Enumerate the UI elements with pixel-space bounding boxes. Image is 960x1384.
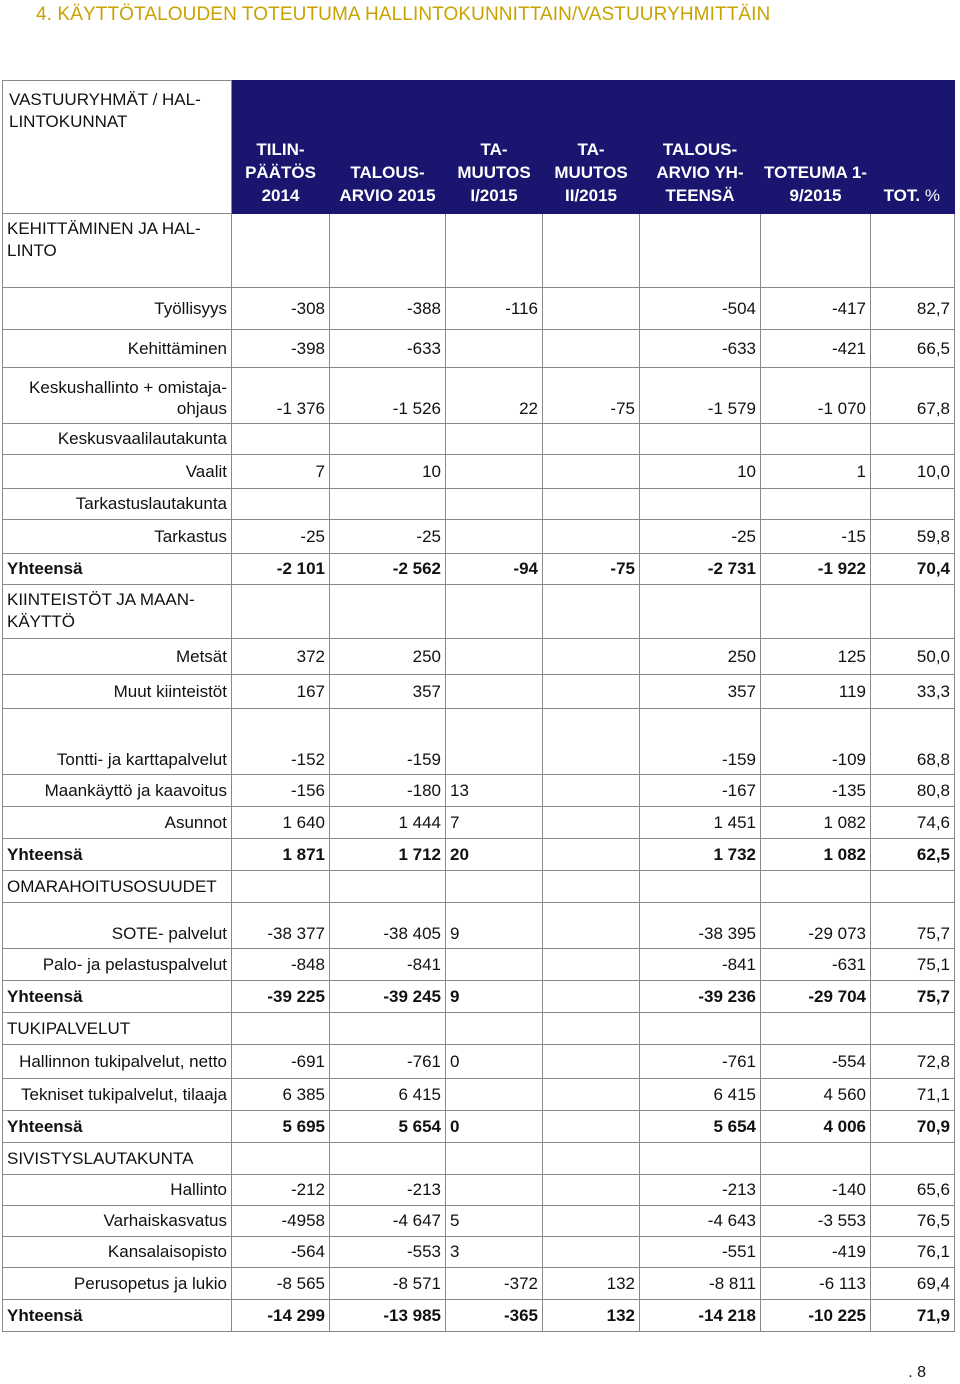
cell: 357: [640, 675, 761, 709]
table-row: [3, 1175, 955, 1206]
header-row: [3, 81, 955, 214]
cell: -135: [761, 775, 871, 807]
cell: [446, 675, 543, 709]
cell: 9: [446, 981, 543, 1013]
cell: [446, 330, 543, 368]
cell: 7: [446, 807, 543, 839]
cell: 67,8: [871, 368, 955, 424]
subhead-tarkastuslautakunta: Tarkastuslautakunta: [3, 489, 232, 520]
row-label: Varhaiskasvatus: [3, 1206, 232, 1237]
cell: 1: [761, 455, 871, 489]
table-row: [3, 520, 955, 554]
cell: 5 654: [330, 1111, 446, 1143]
table-row: [3, 455, 955, 489]
cell: [543, 1237, 640, 1268]
header-tot-label: TOT.: [883, 186, 921, 205]
total-label: Yhteensä: [3, 1111, 232, 1143]
cell: 70,4: [871, 554, 955, 585]
cell: 7: [232, 455, 330, 489]
cell: -14 299: [232, 1300, 330, 1332]
cell: -15: [761, 520, 871, 554]
cell: 10: [330, 455, 446, 489]
cell: -38 377: [232, 903, 330, 949]
row-label: SOTE- palvelut: [3, 903, 232, 949]
cell: -419: [761, 1237, 871, 1268]
section-row: [3, 871, 955, 903]
total-label: Yhteensä: [3, 1300, 232, 1332]
cell: [543, 1045, 640, 1079]
cell: -421: [761, 330, 871, 368]
header-talousarvio-yhteensa: TALOUS-ARVIO YH-TEENSÄ: [640, 81, 761, 214]
cell: -633: [640, 330, 761, 368]
table-row: [3, 903, 955, 949]
cell: -1 070: [761, 368, 871, 424]
cell: 3: [446, 1237, 543, 1268]
cell: [446, 949, 543, 981]
total-label: Yhteensä: [3, 554, 232, 585]
cell: 125: [761, 639, 871, 675]
cell: -761: [330, 1045, 446, 1079]
cell: [543, 775, 640, 807]
row-label: Perusopetus ja lukio: [3, 1268, 232, 1300]
cell: 4 006: [761, 1111, 871, 1143]
table-row: [3, 709, 955, 775]
cell: 5 654: [640, 1111, 761, 1143]
cell: 250: [330, 639, 446, 675]
cell: 66,5: [871, 330, 955, 368]
cell: -38 395: [640, 903, 761, 949]
cell: 0: [446, 1111, 543, 1143]
cell: 1 082: [761, 839, 871, 871]
cell: -4 643: [640, 1206, 761, 1237]
cell: 82,7: [871, 288, 955, 330]
cell: [446, 1175, 543, 1206]
row-label: Metsät: [3, 639, 232, 675]
cell: 132: [543, 1300, 640, 1332]
total-row: [3, 1111, 955, 1143]
cell: -633: [330, 330, 446, 368]
table-row: [3, 1079, 955, 1111]
cell: 20: [446, 839, 543, 871]
total-label: Yhteensä: [3, 981, 232, 1013]
cell: 10,0: [871, 455, 955, 489]
table-row: [3, 1045, 955, 1079]
cell: -308: [232, 288, 330, 330]
cell: -841: [640, 949, 761, 981]
table-row: [3, 368, 955, 424]
total-row: [3, 554, 955, 585]
cell: -39 245: [330, 981, 446, 1013]
section-kiinteistot: KIINTEISTÖT JA MAAN-KÄYTTÖ: [3, 585, 232, 639]
table-row: [3, 775, 955, 807]
cell: -4958: [232, 1206, 330, 1237]
cell: -8 565: [232, 1268, 330, 1300]
total-row: [3, 839, 955, 871]
table-row: [3, 1237, 955, 1268]
cell: -3 553: [761, 1206, 871, 1237]
cell: -2 101: [232, 554, 330, 585]
cell: [543, 807, 640, 839]
table-row: [3, 330, 955, 368]
cell: -39 236: [640, 981, 761, 1013]
table-row: [3, 807, 955, 839]
cell: 50,0: [871, 639, 955, 675]
cell: 33,3: [871, 675, 955, 709]
cell: -10 225: [761, 1300, 871, 1332]
cell: 6 415: [640, 1079, 761, 1111]
cell: -75: [543, 368, 640, 424]
cell: -156: [232, 775, 330, 807]
subhead-row: [3, 424, 955, 455]
row-label: Työllisyys: [3, 288, 232, 330]
cell: -29 704: [761, 981, 871, 1013]
cell: -4 647: [330, 1206, 446, 1237]
header-ta-muutos-1: TA-MUUTOS I/2015: [446, 81, 543, 214]
cell: 6 385: [232, 1079, 330, 1111]
total-row: [3, 1300, 955, 1332]
cell: 132: [543, 1268, 640, 1300]
cell: -8 571: [330, 1268, 446, 1300]
header-talousarvio: TALOUS-ARVIO 2015: [330, 81, 446, 214]
cell: [543, 839, 640, 871]
table-row: [3, 639, 955, 675]
cell: 5: [446, 1206, 543, 1237]
cell: -38 405: [330, 903, 446, 949]
cell: -180: [330, 775, 446, 807]
cell: 74,6: [871, 807, 955, 839]
cell: [543, 1206, 640, 1237]
cell: 4 560: [761, 1079, 871, 1111]
cell: -372: [446, 1268, 543, 1300]
cell: 68,8: [871, 709, 955, 775]
cell: -152: [232, 709, 330, 775]
section-row: [3, 214, 955, 288]
cell: -25: [232, 520, 330, 554]
cell: 1 871: [232, 839, 330, 871]
cell: -25: [330, 520, 446, 554]
row-label: Palo- ja pelastuspalvelut: [3, 949, 232, 981]
cell: [446, 639, 543, 675]
cell: -213: [640, 1175, 761, 1206]
section-sivistyslautakunta: SIVISTYSLAUTAKUNTA: [3, 1143, 232, 1175]
cell: -6 113: [761, 1268, 871, 1300]
row-label: Maankäyttö ja kaavoitus: [3, 775, 232, 807]
cell: -553: [330, 1237, 446, 1268]
cell: [543, 288, 640, 330]
row-label: Tontti- ja karttapalvelut: [3, 709, 232, 775]
row-label: Kehittäminen: [3, 330, 232, 368]
cell: -398: [232, 330, 330, 368]
cell: 65,6: [871, 1175, 955, 1206]
cell: 1 451: [640, 807, 761, 839]
cell: -75: [543, 554, 640, 585]
page-title: 4. KÄYTTÖTALOUDEN TOTEUTUMA HALLINTOKUNNITTAIN/VASTUURYHMITTÄIN: [36, 4, 771, 25]
cell: [446, 520, 543, 554]
cell: -29 073: [761, 903, 871, 949]
section-row: [3, 1013, 955, 1045]
cell: 75,7: [871, 903, 955, 949]
section-kehittaminen: KEHITTÄMINEN JA HAL-LINTO: [3, 214, 232, 288]
header-ta-muutos-2: TA-MUUTOS II/2015: [543, 81, 640, 214]
cell: -848: [232, 949, 330, 981]
cell: -212: [232, 1175, 330, 1206]
cell: 357: [330, 675, 446, 709]
cell: -841: [330, 949, 446, 981]
cell: -159: [330, 709, 446, 775]
subhead-row: [3, 489, 955, 520]
cell: -94: [446, 554, 543, 585]
cell: -564: [232, 1237, 330, 1268]
cell: [446, 1079, 543, 1111]
table-row: [3, 675, 955, 709]
cell: 71,1: [871, 1079, 955, 1111]
cell: 70,9: [871, 1111, 955, 1143]
cell: [543, 455, 640, 489]
cell: -631: [761, 949, 871, 981]
row-label: Hallinnon tukipalvelut, netto: [3, 1045, 232, 1079]
cell: -504: [640, 288, 761, 330]
total-row: [3, 981, 955, 1013]
cell: -39 225: [232, 981, 330, 1013]
cell: [543, 1175, 640, 1206]
cell: 1 444: [330, 807, 446, 839]
cell: 69,4: [871, 1268, 955, 1300]
cell: [543, 639, 640, 675]
cell: -554: [761, 1045, 871, 1079]
cell: 119: [761, 675, 871, 709]
section-row: [3, 585, 955, 639]
cell: 1 082: [761, 807, 871, 839]
cell: 6 415: [330, 1079, 446, 1111]
cell: -1 376: [232, 368, 330, 424]
cell: [543, 709, 640, 775]
cell: -1 526: [330, 368, 446, 424]
section-row: [3, 1143, 955, 1175]
total-label: Yhteensä: [3, 839, 232, 871]
cell: [543, 1079, 640, 1111]
cell: -167: [640, 775, 761, 807]
cell: [446, 455, 543, 489]
cell: -8 811: [640, 1268, 761, 1300]
cell: -109: [761, 709, 871, 775]
cell: 71,9: [871, 1300, 955, 1332]
cell: 9: [446, 903, 543, 949]
cell: -551: [640, 1237, 761, 1268]
cell: 10: [640, 455, 761, 489]
cell: [543, 981, 640, 1013]
cell: -2 562: [330, 554, 446, 585]
cell: -1 922: [761, 554, 871, 585]
cell: 75,7: [871, 981, 955, 1013]
table-row: [3, 949, 955, 981]
row-label: Vaalit: [3, 455, 232, 489]
cell: 76,5: [871, 1206, 955, 1237]
cell: 1 712: [330, 839, 446, 871]
cell: 0: [446, 1045, 543, 1079]
row-label: Keskushallinto + omistaja-ohjaus: [3, 368, 232, 424]
cell: 5 695: [232, 1111, 330, 1143]
cell: -159: [640, 709, 761, 775]
row-label: Asunnot: [3, 807, 232, 839]
cell: -2 731: [640, 554, 761, 585]
cell: 72,8: [871, 1045, 955, 1079]
cell: -116: [446, 288, 543, 330]
row-label: Muut kiinteistöt: [3, 675, 232, 709]
cell: -1 579: [640, 368, 761, 424]
cell: -761: [640, 1045, 761, 1079]
header-toteuma: TOTEUMA 1-9/2015: [761, 81, 871, 214]
cell: 1 732: [640, 839, 761, 871]
section-tukipalvelut: TUKIPALVELUT: [3, 1013, 232, 1045]
cell: 167: [232, 675, 330, 709]
cell: -365: [446, 1300, 543, 1332]
header-tot-percent: [871, 81, 955, 214]
cell: 76,1: [871, 1237, 955, 1268]
header-tilinpaatos: TILIN-PÄÄTÖS 2014: [232, 81, 330, 214]
cell: [543, 520, 640, 554]
row-label: Hallinto: [3, 1175, 232, 1206]
cell: -14 218: [640, 1300, 761, 1332]
header-corner: VASTUURYHMÄT / HAL-LINTOKUNNAT: [3, 81, 232, 214]
cell: 22: [446, 368, 543, 424]
cell: -417: [761, 288, 871, 330]
cell: [446, 709, 543, 775]
cell: 62,5: [871, 839, 955, 871]
cell: -140: [761, 1175, 871, 1206]
cell: 80,8: [871, 775, 955, 807]
row-label: Kansalaisopisto: [3, 1237, 232, 1268]
budget-table: [2, 80, 955, 1332]
table-row: [3, 288, 955, 330]
row-label: Tarkastus: [3, 520, 232, 554]
cell: 13: [446, 775, 543, 807]
cell: -25: [640, 520, 761, 554]
page-number: . 8: [908, 1364, 926, 1381]
cell: -691: [232, 1045, 330, 1079]
cell: [543, 949, 640, 981]
cell: -388: [330, 288, 446, 330]
header-percent-sign: %: [924, 186, 940, 205]
cell: -213: [330, 1175, 446, 1206]
cell: 75,1: [871, 949, 955, 981]
subhead-keskusvaalilautakunta: Keskusvaalilautakunta: [3, 424, 232, 455]
table-row: [3, 1268, 955, 1300]
cell: [543, 330, 640, 368]
table-row: [3, 1206, 955, 1237]
cell: -13 985: [330, 1300, 446, 1332]
cell: [543, 903, 640, 949]
section-omarahoitusosuudet: OMARAHOITUSOSUUDET: [3, 871, 232, 903]
cell: 250: [640, 639, 761, 675]
cell: [543, 1111, 640, 1143]
cell: 372: [232, 639, 330, 675]
cell: 59,8: [871, 520, 955, 554]
row-label: Tekniset tukipalvelut, tilaaja: [3, 1079, 232, 1111]
cell: [543, 675, 640, 709]
cell: 1 640: [232, 807, 330, 839]
